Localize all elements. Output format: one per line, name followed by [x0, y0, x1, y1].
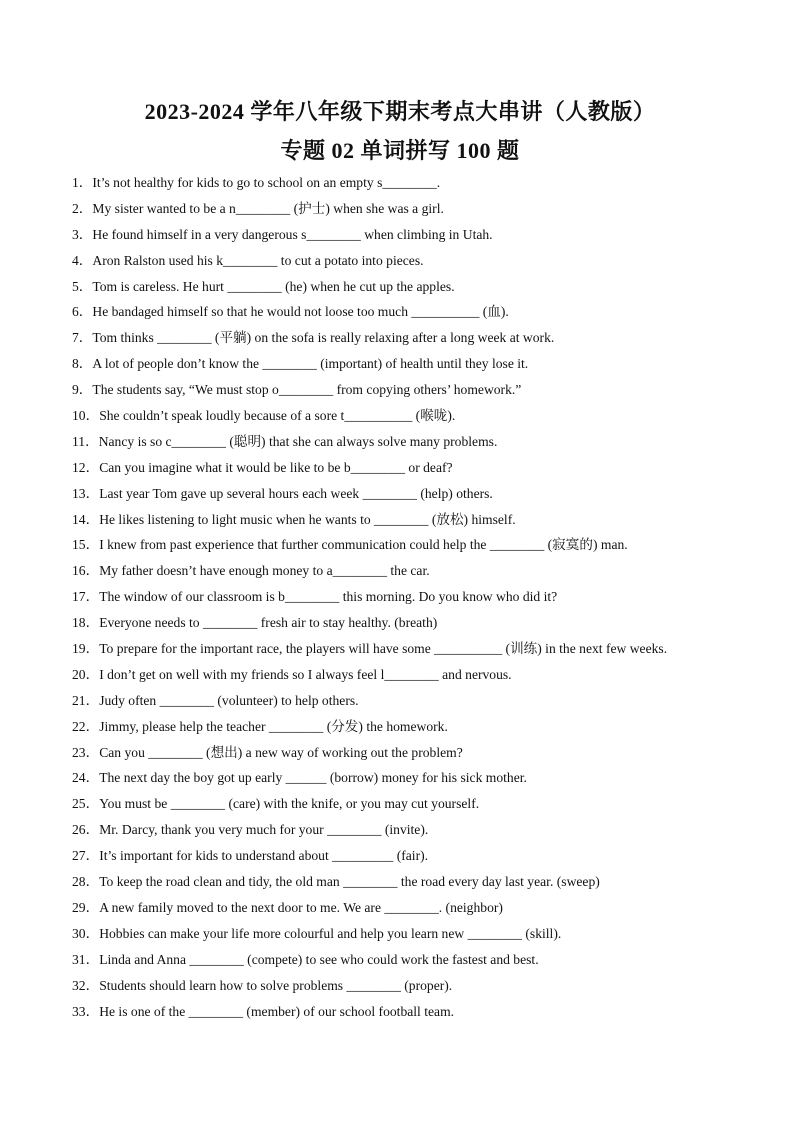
question-item — [72, 403, 752, 429]
question-text: Can you imagine what it would be like to be b________ or deaf? — [99, 459, 453, 475]
question-number: 28． — [72, 874, 100, 890]
question-number: 3． — [72, 226, 93, 242]
question-item — [72, 558, 752, 584]
question-number: 7． — [72, 330, 93, 346]
question-number: 31． — [72, 951, 100, 967]
question-item — [72, 532, 752, 558]
question-text: The next day the boy got up early ______ (borrow) money for his sick mother. — [99, 770, 527, 786]
question-number: 22． — [72, 718, 100, 734]
question-number: 16． — [72, 563, 100, 579]
question-item — [72, 170, 752, 196]
question-text: Linda and Anna ________ (compete) to see who could work the fastest and best. — [99, 951, 539, 967]
question-item — [72, 274, 752, 300]
question-text: Can you ________ (想出) a new way of working out the problem? — [99, 744, 463, 760]
question-item — [72, 222, 752, 248]
question-text: A new family moved to the next door to me. We are ________. (neighbor) — [99, 899, 503, 915]
question-number: 8． — [72, 356, 93, 372]
question-item — [72, 791, 752, 817]
question-item — [72, 196, 752, 222]
question-item — [72, 714, 752, 740]
question-number: 27． — [72, 848, 100, 864]
question-item — [72, 584, 752, 610]
page-subtitle: 专题 02 单词拼写 100 题 — [280, 138, 520, 163]
question-item — [72, 765, 752, 791]
question-text: He found himself in a very dangerous s________ when climbing in Utah. — [92, 226, 493, 242]
question-text: A lot of people don’t know the ________ (important) of health until they lose it. — [92, 356, 529, 372]
question-text: Nancy is so c________ (聪明) that she can always solve many problems. — [98, 433, 498, 449]
question-number: 10． — [72, 408, 100, 424]
question-number: 18． — [72, 615, 100, 631]
question-item — [72, 843, 752, 869]
question-item — [72, 921, 752, 947]
question-number: 13． — [72, 485, 100, 501]
question-number: 12． — [72, 459, 100, 475]
question-number: 15． — [72, 537, 100, 553]
question-text: It’s important for kids to understand about _________ (fair). — [99, 848, 429, 864]
question-item — [72, 688, 752, 714]
question-item — [72, 248, 752, 274]
question-text: He bandaged himself so that he would not loose too much __________ (血). — [92, 304, 509, 320]
question-number: 33． — [72, 1003, 100, 1019]
question-text: Jimmy, please help the teacher ________ (分发) the homework. — [99, 718, 448, 734]
question-number: 19． — [72, 641, 100, 657]
question-text: Students should learn how to solve problems ________ (proper). — [99, 977, 453, 993]
question-number: 23． — [72, 744, 100, 760]
page-title: 2023-2024 学年八年级下期末考点大串讲（人教版） — [144, 99, 656, 124]
question-number: 30． — [72, 925, 100, 941]
question-text: He is one of the ________ (member) of our school football team. — [99, 1003, 455, 1019]
question-text: Mr. Darcy, thank you very much for your ________ (invite). — [99, 822, 429, 838]
question-text: Everyone needs to ________ fresh air to stay healthy. (breath) — [99, 615, 438, 631]
question-item — [72, 610, 752, 636]
question-number: 9． — [72, 382, 93, 398]
question-list — [72, 170, 752, 1024]
question-item — [72, 817, 752, 843]
question-number: 20． — [72, 666, 100, 682]
question-text: Tom thinks ________ (平躺) on the sofa is really relaxing after a long week at work. — [92, 330, 555, 346]
question-number: 25． — [72, 796, 100, 812]
question-text: It’s not healthy for kids to go to school on an empty s________. — [92, 175, 441, 190]
question-item — [72, 895, 752, 921]
question-number: 11． — [72, 433, 99, 449]
question-text: The window of our classroom is b________ this morning. Do you know who did it? — [99, 589, 558, 605]
question-text: You must be ________ (care) with the knife, or you may cut yourself. — [99, 796, 480, 812]
question-item — [72, 740, 752, 766]
question-text: Aron Ralston used his k________ to cut a potato into pieces. — [92, 252, 424, 268]
question-number: 21． — [72, 692, 100, 708]
question-number: 29． — [72, 899, 100, 915]
question-item — [72, 947, 752, 973]
question-item — [72, 455, 752, 481]
question-number: 2． — [72, 200, 93, 216]
question-number: 14． — [72, 511, 100, 527]
question-item — [72, 636, 752, 662]
question-text: He likes listening to light music when he wants to ________ (放松) himself. — [99, 511, 516, 527]
question-number: 32． — [72, 977, 100, 993]
question-item — [72, 973, 752, 999]
question-item — [72, 377, 752, 403]
question-item — [72, 662, 752, 688]
question-number: 17． — [72, 589, 100, 605]
question-number: 1． — [72, 175, 93, 190]
question-item — [72, 869, 752, 895]
question-text: Last year Tom gave up several hours each week ________ (help) others. — [99, 485, 493, 501]
question-number: 24． — [72, 770, 100, 786]
question-number: 26． — [72, 822, 100, 838]
question-text: I don’t get on well with my friends so I always feel l________ and nervous. — [99, 666, 512, 682]
question-item — [72, 481, 752, 507]
question-text: My father doesn’t have enough money to a________ the car. — [99, 563, 430, 579]
question-item — [72, 507, 752, 533]
question-text: Tom is careless. He hurt ________ (he) when he cut up the apples. — [92, 278, 455, 294]
question-text: Hobbies can make your life more colourful and help you learn new ________ (skill). — [99, 925, 562, 941]
question-item — [72, 429, 752, 455]
question-item — [72, 999, 752, 1025]
question-text: The students say, “We must stop o________ from copying others’ homework.” — [92, 382, 522, 398]
question-item — [72, 351, 752, 377]
question-number: 6． — [72, 304, 93, 320]
question-number: 4． — [72, 252, 93, 268]
question-text: My sister wanted to be a n________ (护士) when she was a girl. — [92, 200, 444, 216]
question-text: To keep the road clean and tidy, the old man ________ the road every day last year. (sweep) — [99, 874, 600, 890]
question-item — [72, 299, 752, 325]
question-number: 5． — [72, 278, 93, 294]
question-item — [72, 325, 752, 351]
question-text: I knew from past experience that further communication could help the ________ (寂寞的) man. — [99, 537, 628, 553]
question-text: Judy often ________ (volunteer) to help others. — [99, 692, 359, 708]
question-text: She couldn’t speak loudly because of a sore t__________ (喉咙). — [99, 408, 456, 424]
question-text: To prepare for the important race, the players will have some __________ (训练) in the next few weeks. — [99, 641, 668, 657]
